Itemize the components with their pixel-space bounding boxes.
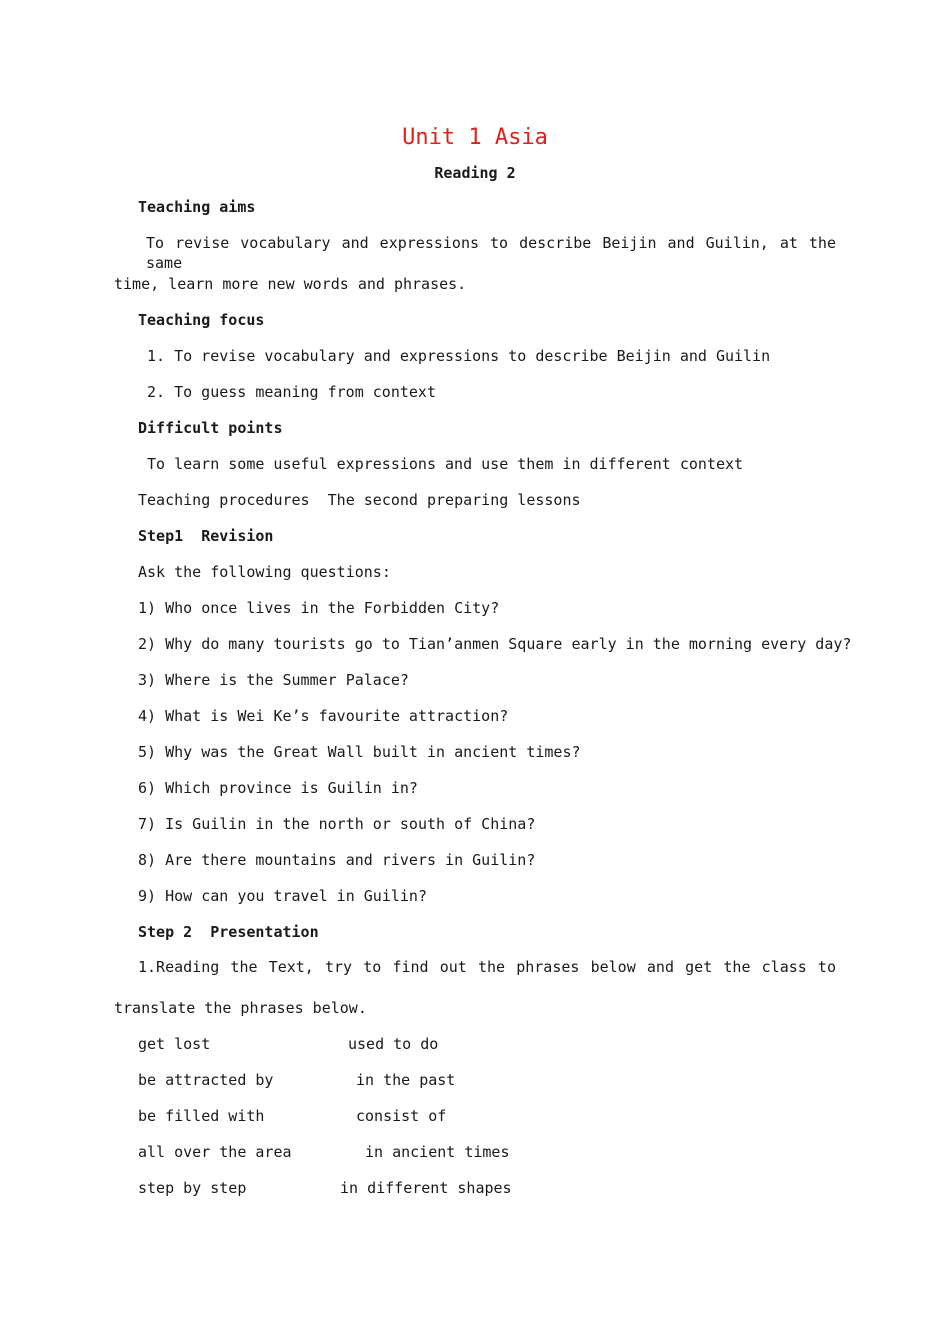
question-item: 6) Which province is Guilin in? [138, 779, 418, 797]
question-item: 3) Where is the Summer Palace? [138, 671, 409, 689]
phrase-right: consist of [356, 1107, 447, 1125]
phrase-left: get lost [138, 1035, 211, 1053]
step1-heading: Step1 Revision [138, 527, 274, 545]
question-item: 9) How can you travel in Guilin? [138, 887, 427, 905]
presentation-text-line1: 1.Reading the Text, try to find out the phrases below and get the class to [138, 958, 836, 976]
phrase-right: in the past [356, 1071, 456, 1089]
document-title: Unit 1 Asia [402, 125, 548, 150]
focus-item-2: 2. To guess meaning from context [147, 383, 436, 401]
teaching-aims-text-line1: To revise vocabulary and expressions to describe Beijin and Guilin, at the same [146, 234, 836, 272]
focus-item-1: 1. To revise vocabulary and expressions to describe Beijin and Guilin [147, 347, 771, 365]
question-item: 8) Are there mountains and rivers in Guilin? [138, 851, 536, 869]
step2-heading: Step 2 Presentation [138, 923, 319, 941]
teaching-focus-heading: Teaching focus [138, 311, 265, 329]
question-item: 2) Why do many tourists go to Tian’anmen Square early in the morning every day? [138, 635, 852, 653]
phrase-left: be filled with [138, 1107, 265, 1125]
difficult-points-heading: Difficult points [138, 419, 283, 437]
question-item: 1) Who once lives in the Forbidden City? [138, 599, 500, 617]
teaching-procedures: Teaching procedures The second preparing lessons [138, 491, 581, 509]
teaching-aims-heading: Teaching aims [138, 198, 256, 216]
teaching-aims-text-line2: time, learn more new words and phrases. [114, 275, 467, 293]
phrase-left: all over the area [138, 1143, 292, 1161]
phrase-left: step by step [138, 1179, 247, 1197]
phrase-right: used to do [348, 1035, 439, 1053]
phrase-right: in different shapes [340, 1179, 512, 1197]
phrase-right: in ancient times [365, 1143, 510, 1161]
phrase-left: be attracted by [138, 1071, 274, 1089]
ask-questions-line: Ask the following questions: [138, 563, 391, 581]
presentation-text-line2: translate the phrases below. [114, 999, 367, 1017]
question-item: 4) What is Wei Ke’s favourite attraction? [138, 707, 509, 725]
document-subtitle: Reading 2 [434, 164, 516, 182]
question-item: 5) Why was the Great Wall built in ancient times? [138, 743, 581, 761]
difficult-points-text: To learn some useful expressions and use them in different context [147, 455, 744, 473]
question-item: 7) Is Guilin in the north or south of China? [138, 815, 536, 833]
